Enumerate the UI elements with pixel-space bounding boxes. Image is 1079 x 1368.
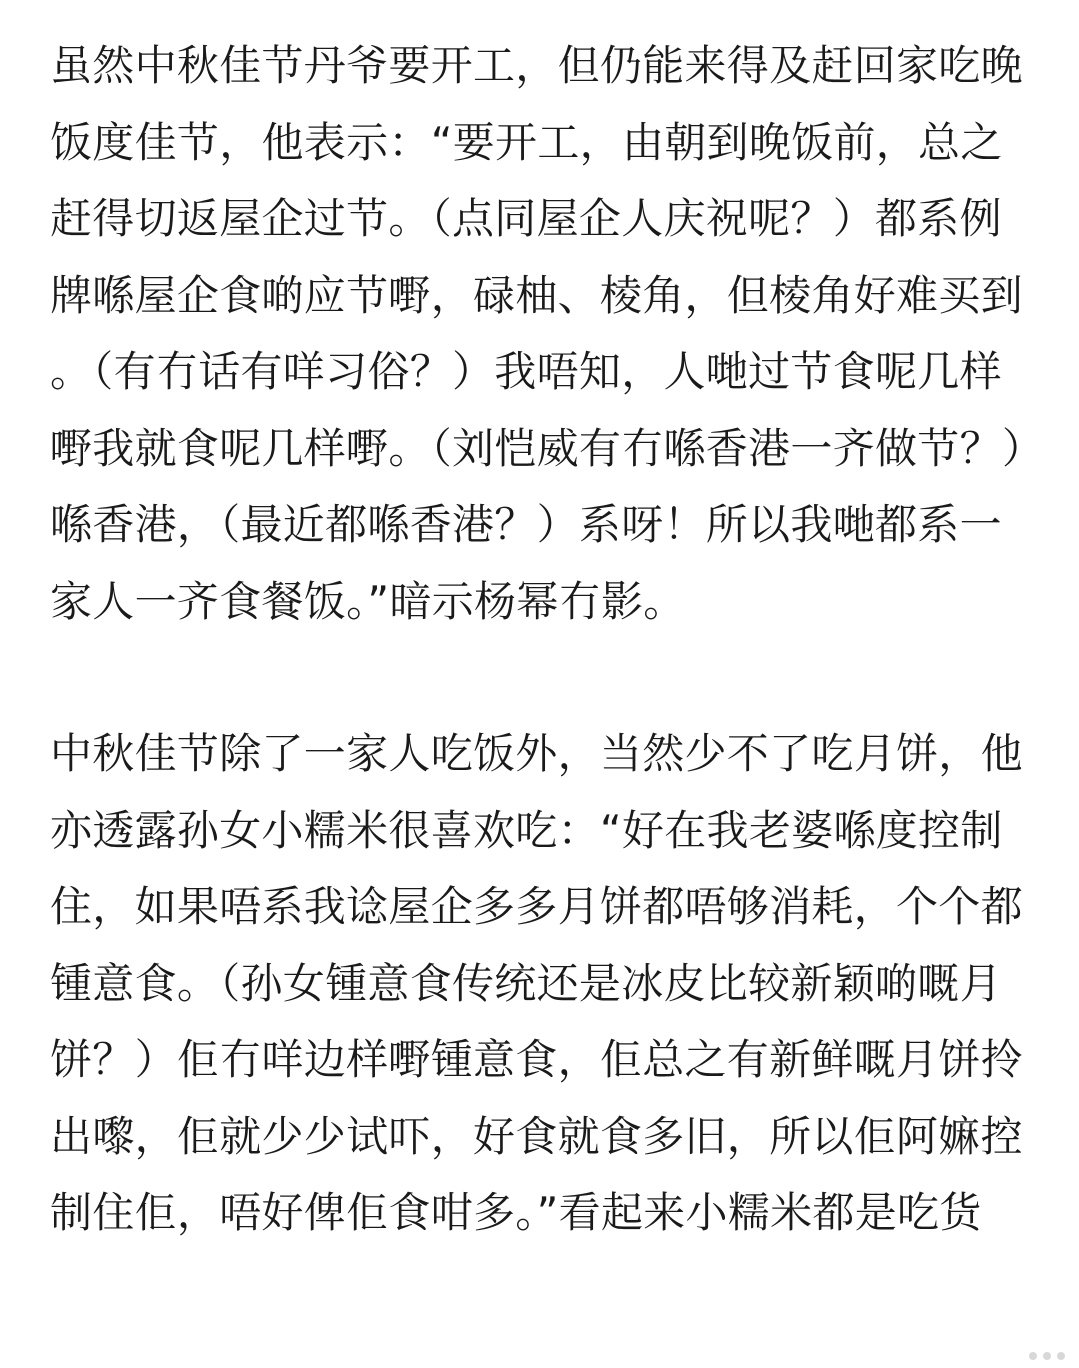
article-paragraph-2: 中秋佳节除了一家人吃饭外，当然少不了吃月饼，他亦透露孙女小糯米很喜欢吃：“好在我老婆喺度控制住，如果唔系我谂屋企多多月饼都唔够消耗，个个都锺意食。（孙女锺意食传统还是冰皮比较新颖啲嘅月饼？）佢冇咩边样嘢锺意食，佢总之有新鲜嘅月饼拎出嚟，佢就少少试吓，好食就食多旧，所以佢阿嫲控制住佢，唔好俾佢食咁多。”看起来小糯米都是吃货 <box>50 729 1023 1237</box>
article-body <box>50 28 1025 1252</box>
overflow-dots-icon <box>1029 1352 1065 1360</box>
article-paragraph-1: 虽然中秋佳节丹爷要开工，但仍能来得及赶回家吃晚饭度佳节，他表示：“要开工，由朝到晚饭前，总之赶得切返屋企过节。（点同屋企人庆祝呢？）都系例牌喺屋企食啲应节嘢，碌柚、棱角，但棱角好难买到。（有冇话有咩习俗？）我唔知，人哋过节食呢几样嘢我就食呢几样嘢。（刘恺威有冇喺香港一齐做节？）喺香港，（最近都喺香港？）系呀！所以我哋都系一家人一齐食餐饭。”暗示杨幂冇影。 <box>50 41 1024 626</box>
